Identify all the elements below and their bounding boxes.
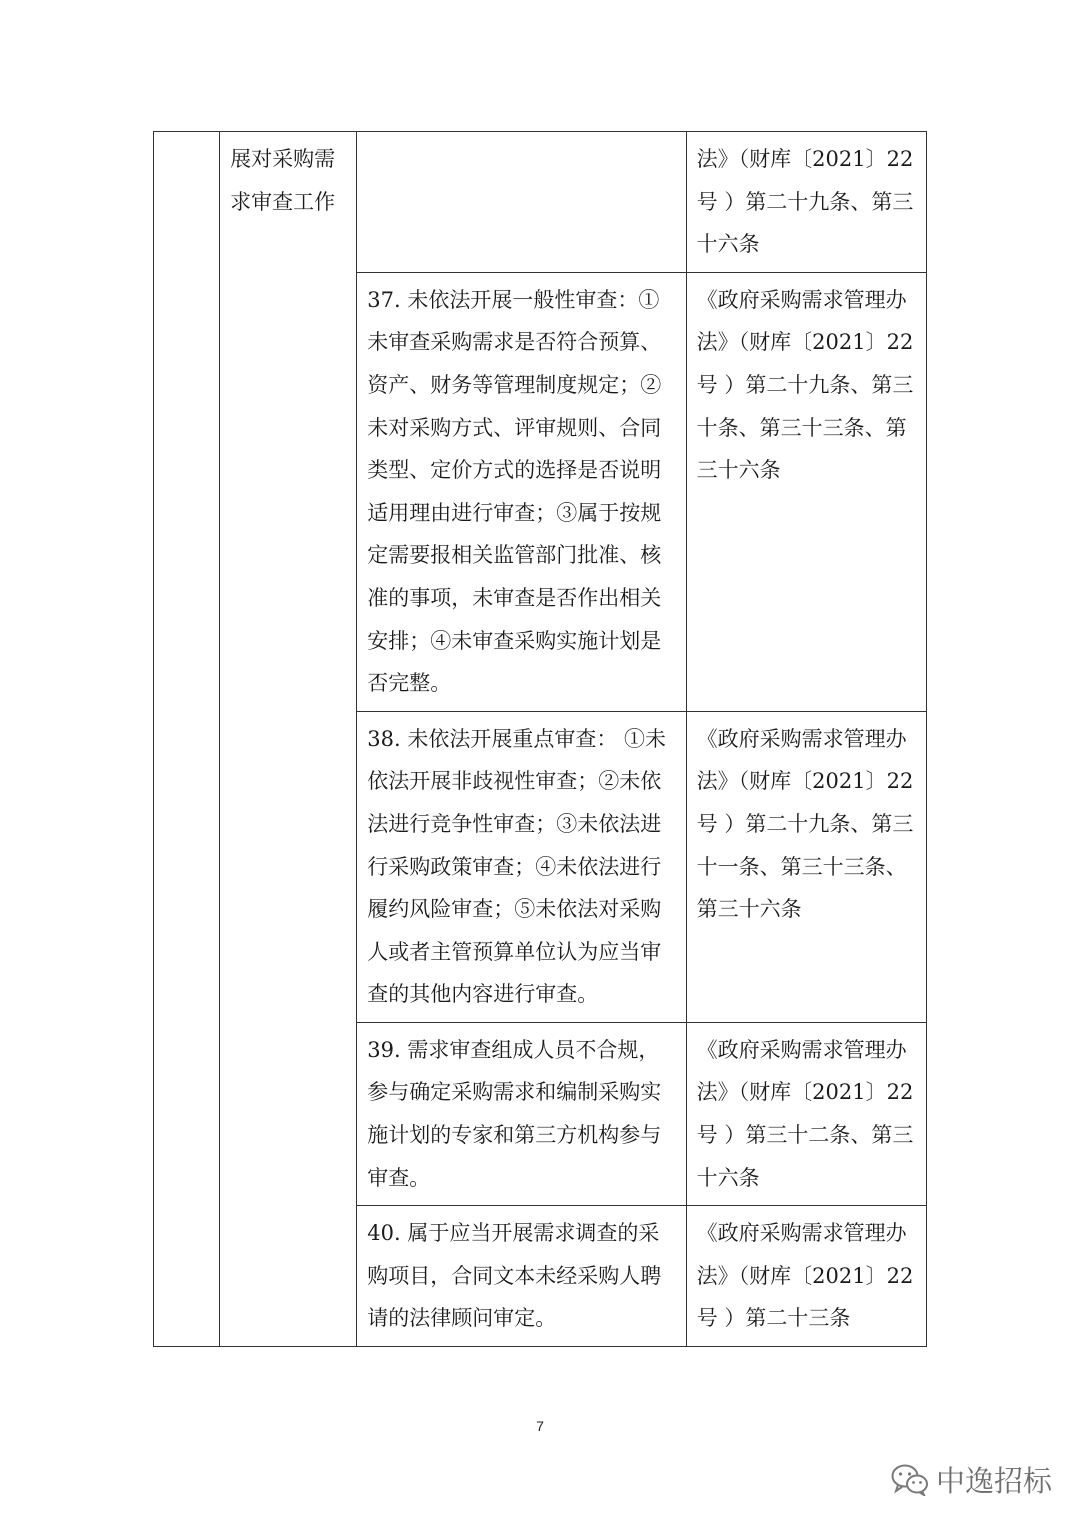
watermark [890,1457,1052,1501]
table-cell-item [357,132,686,273]
table-cell-item: 37. 未依法开展一般性审查：①未审查采购需求是否符合预算、资产、财务等管理制度规定；②未对采购方式、评审规则、合同类型、定价方式的选择是否说明 适用理由进行审查；③属于按规定需要报相关监管部门批准、核准的事项，未审查是否作出相关安排；④未审查采购实施计划是否完整。 [357,272,686,711]
table-cell-basis: 法》（财库〔2021〕22 号 ）第二十九条、第三十六条 [686,132,926,273]
watermark-text: 中逸招标 [936,1463,1053,1498]
table-cell-basis: 《政府采购需求管理办法》（财库〔2021〕22 号 ）第二十三条 [686,1206,926,1347]
table-cell-item: 39. 需求审查组成人员不合规，参与确定采购需求和编制采购实施计划的专家和第三方机构参与审查。 [357,1022,686,1205]
table-cell-item: 38. 未依法开展重点审查： ①未依法开展非歧视性审查；②未依法进行竞争性审查；③未依法进行采购政策审查；④未依法进行履约风险审查；⑤未依法对采购人或者主管预算单位认为应当审查的其他内容进行审查。 [357,711,686,1022]
regulation-table [153,131,927,1347]
table-cell-basis: 《政府采购需求管理办法》（财库〔2021〕22 号 ）第二十九条、第三十一条、第三十三条、第三十六条 [686,711,926,1022]
table-cell-basis: 《政府采购需求管理办法》（财库〔2021〕22 号 ）第三十二条、第三十六条 [686,1022,926,1205]
wechat-icon [890,1462,930,1496]
table-cell-item: 40. 属于应当开展需求调查的采购项目，合同文本未经采购人聘请的法律顾问审定。 [357,1206,686,1347]
table-cell-basis: 《政府采购需求管理办法》（财库〔2021〕22 号 ）第二十九条、第三十条、第三十三条、第三十六条 [686,272,926,711]
page-number: 7 [536,1418,544,1434]
table-cell-index [154,132,220,1347]
table-row [154,132,927,273]
table-cell-category: 展对采购需求审查工作 [220,132,357,1347]
